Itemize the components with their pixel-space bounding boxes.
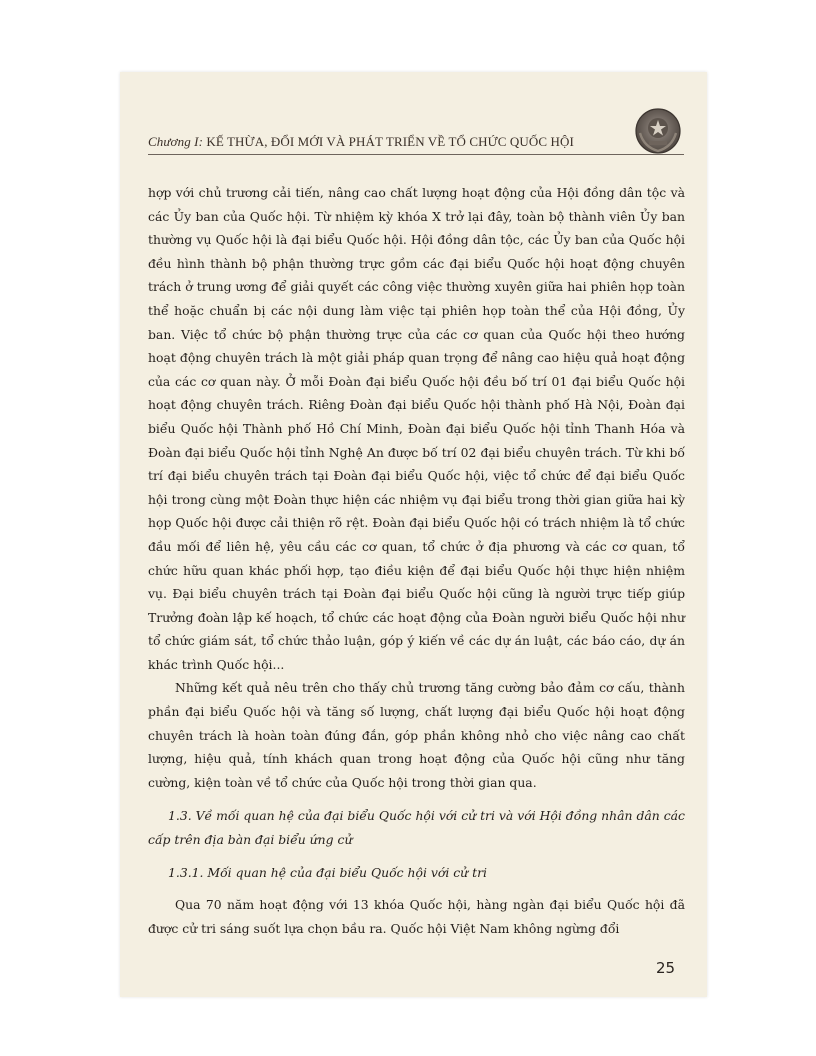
section-heading-1-3: 1.3. Về mối quan hệ của đại biểu Quốc hội với cử tri và với Hội đồng nhân dân các cấp trên địa bàn đại biểu ứng cử (148, 808, 685, 848)
page-number: 25 (656, 959, 676, 977)
chapter-title: KẾ THỪA, ĐỔI MỚI VÀ PHÁT TRIỂN VỀ TỔ CHỨC QUỐC HỘI (203, 134, 574, 149)
header-divider (148, 154, 684, 155)
national-emblem-icon (634, 107, 682, 155)
paragraph: Qua 70 năm hoạt động với 13 khóa Quốc hội, hàng ngàn đại biểu Quốc hội đã được cử tri sáng suốt lựa chọn bầu ra. Quốc hội Việt Nam không ngừng đổi (148, 897, 685, 936)
body-text (148, 181, 685, 940)
running-header (148, 134, 645, 150)
section-heading-1-3-1: 1.3.1. Mối quan hệ của đại biểu Quốc hội với cử tri (168, 864, 487, 880)
book-page (120, 72, 707, 997)
paragraph: hợp với chủ trương cải tiến, nâng cao chất lượng hoạt động của Hội đồng dân tộc và các Ủy ban của Quốc hội. Từ nhiệm kỳ khóa X trở lại đây, toàn bộ thành viên Ủy ban thường vụ Quốc hội là đại biểu Quốc hội. Hội đồng dân tộc, các Ủy ban của Quốc hội đều hình thành bộ phận thường trực gồm các đại biểu Quốc hội hoạt động chuyên trách ở trung ương để giải quyết các công việc thường xuyên giữa hai phiên họp toàn thể hoặc chuẩn bị các nội dung làm việc tại phiên họp toàn thể của Hội đồng, Ủy ban. Việc tổ chức bộ phận thường trực của các cơ quan của Quốc hội theo hướng hoạt động chuyên trách là một giải pháp quan trọng để nâng cao hiệu quả hoạt động của các cơ quan này. Ở mỗi Đoàn đại biểu Quốc hội đều bố trí 01 đại biểu Quốc hội hoạt động chuyên trách. Riêng Đoàn đại biểu Quốc hội thành phố Hà Nội, Đoàn đại biểu Quốc hội Thành phố Hồ Chí Minh, Đoàn đại biểu Quốc hội tỉnh Thanh Hóa và Đoàn đại biểu Quốc hội tỉnh Nghệ An được bố trí 02 đại biểu chuyên trách. Từ khi bố trí đại biểu chuyên trách tại Đoàn đại biểu Quốc hội, việc tổ chức để đại biểu Quốc hội trong cùng một Đoàn thực hiện các nhiệm vụ đại biểu trong thời gian giữa hai kỳ họp Quốc hội được cải thiện rõ rệt. Đoàn đại biểu Quốc hội có trách nhiệm là tổ chức đầu mối để liên hệ, yêu cầu các cơ quan, tổ chức ở địa phương và các cơ quan, tổ chức hữu quan khác phối hợp, tạo điều kiện để đại biểu Quốc hội thực hiện nhiệm vụ. Đại biểu chuyên trách tại Đoàn đại biểu Quốc hội cũng là người trực tiếp giúp Trưởng đoàn lập kế hoạch, tổ chức các hoạt động của Đoàn người biểu Quốc hội như tổ chức giám sát, tổ chức thảo luận, góp ý kiến về các dự án luật, các báo cáo, dự án khác trình Quốc hội... (148, 185, 685, 672)
paragraph: Những kết quả nêu trên cho thấy chủ trương tăng cường bảo đảm cơ cấu, thành phần đại biểu Quốc hội và tăng số lượng, chất lượng đại biểu Quốc hội hoạt động chuyên trách là hoàn toàn đúng đắn, góp phần không nhỏ cho việc nâng cao chất lượng, hiệu quả, tính khách quan trong hoạt động của Quốc hội cũng như tăng cường, kiện toàn về tổ chức của Quốc hội trong thời gian qua. (148, 680, 685, 790)
chapter-label: Chương I: (148, 134, 204, 149)
